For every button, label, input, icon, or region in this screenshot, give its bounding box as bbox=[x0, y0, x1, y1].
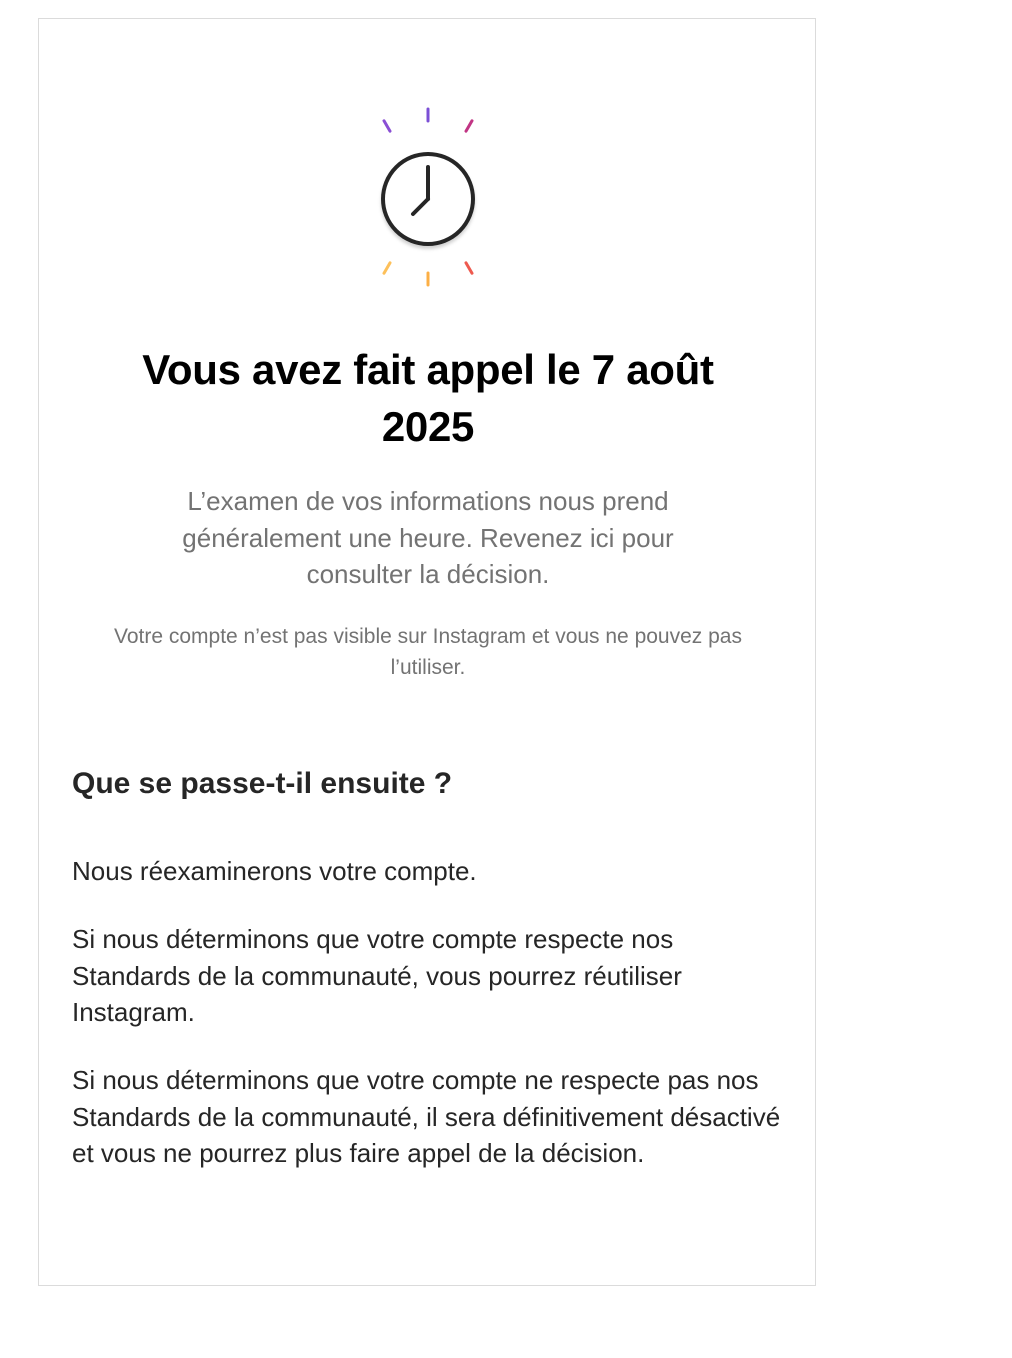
next-steps-paragraph: Si nous déterminons que votre compte ne respecte pas nos Standards de la communauté, il sera définitivement désactivé et vous ne pourrez plus faire appel de la décision. bbox=[72, 1065, 781, 1168]
sparkle-ray bbox=[384, 121, 390, 131]
appeal-status-card bbox=[38, 18, 816, 1286]
sparkle-ray bbox=[466, 121, 472, 131]
account-visibility-note: Votre compte n’est pas visible sur Instagram et vous ne pouvez pas l’utiliser. bbox=[113, 625, 742, 679]
clock-icon bbox=[368, 87, 488, 287]
next-steps-paragraph: Nous réexaminerons votre compte. bbox=[72, 856, 477, 886]
sparkle-ray bbox=[384, 263, 390, 273]
next-steps-paragraph: Si nous déterminons que votre compte respecte nos Standards de la communauté, vous pourrez réutiliser Instagram. bbox=[72, 924, 682, 1027]
page-title: Vous avez fait appel le 7 août 2025 bbox=[142, 346, 714, 450]
review-time-text: L’examen de vos informations nous prend généralement une heure. Revenez ici pour consulter la décision. bbox=[182, 486, 674, 589]
clock-illustration bbox=[368, 87, 488, 287]
next-steps-heading: Que se passe-t-il ensuite ? bbox=[72, 767, 453, 800]
sparkle-ray bbox=[466, 263, 472, 273]
